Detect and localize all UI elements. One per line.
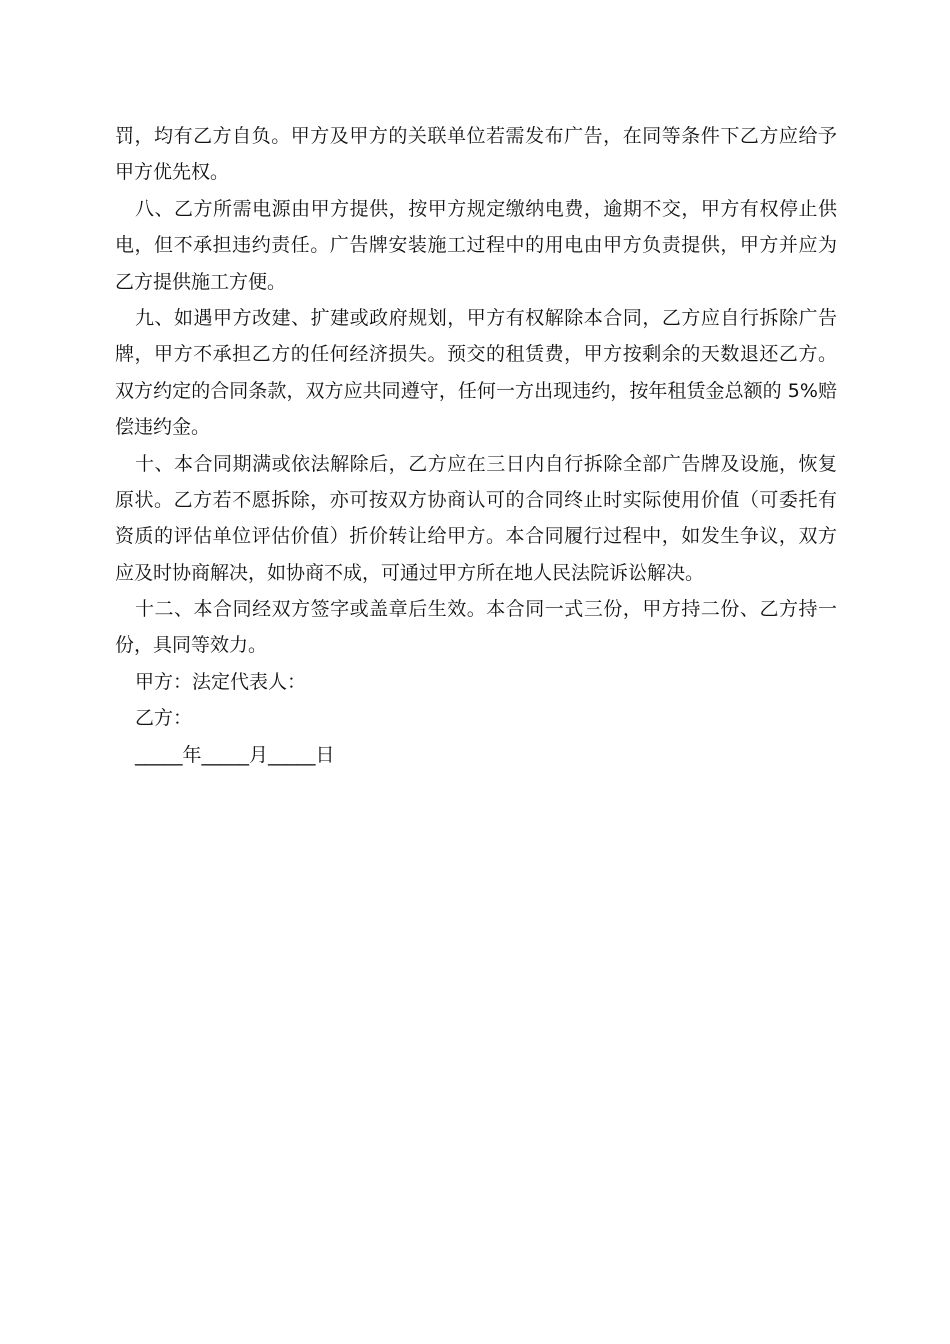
paragraph-clause-9 xyxy=(115,300,837,446)
text-line: 资质的评估单位评估价值）折价转让给甲方。本合同履行过程中，如发生争议，双方 xyxy=(115,525,837,548)
paragraph-clause-10 xyxy=(115,446,837,592)
paragraph-penalty-continued xyxy=(115,118,837,191)
text-line: 偿违约金。 xyxy=(115,416,211,439)
signature-block xyxy=(115,664,837,773)
text-line: 应及时协商解决，如协商不成，可通过甲方所在地人民法院诉讼解决。 xyxy=(115,561,705,584)
text-line: 份，具同等效力。 xyxy=(115,634,268,657)
paragraph-clause-12 xyxy=(115,591,837,664)
text-line: 十、本合同期满或依法解除后，乙方应在三日内自行拆除全部广告牌及设施，恢复 xyxy=(135,452,837,475)
text-line: 罚，均有乙方自负。甲方及甲方的关联单位若需发布广告，在同等条件下乙方应给予 xyxy=(115,125,837,147)
text-line: 乙方提供施工方便。 xyxy=(115,270,287,293)
party-a-signature-line: 甲方：法定代表人： xyxy=(135,670,307,693)
text-line: 原状。乙方若不愿拆除，亦可按双方协商认可的合同终止时实际使用价值（可委托有 xyxy=(115,488,837,511)
document-page xyxy=(115,118,837,773)
text-line: 九、如遇甲方改建、扩建或政府规划，甲方有权解除本合同，乙方应自行拆除广告 xyxy=(135,306,837,329)
text-line: 双方约定的合同条款，双方应共同遵守，任何一方出现违约，按年租赁金总额的 5%赔 xyxy=(115,379,837,402)
text-line: 十二、本合同经双方签字或盖章后生效。本合同一式三份，甲方持二份、乙方持一 xyxy=(135,598,837,621)
text-line: 牌，甲方不承担乙方的任何经济损失。预交的租赁费，甲方按剩余的天数退还乙方。 xyxy=(115,343,837,366)
text-line: 电，但不承担违约责任。广告牌安装施工过程中的用电由甲方负责提供，甲方并应为 xyxy=(115,234,837,257)
date-line: _____年_____月_____日 xyxy=(135,743,335,766)
paragraph-clause-8 xyxy=(115,191,837,300)
text-line: 甲方优先权。 xyxy=(115,161,230,184)
party-b-signature-line: 乙方： xyxy=(135,707,193,730)
text-line: 八、乙方所需电源由甲方提供，按甲方规定缴纳电费，逾期不交，甲方有权停止供 xyxy=(135,197,837,220)
